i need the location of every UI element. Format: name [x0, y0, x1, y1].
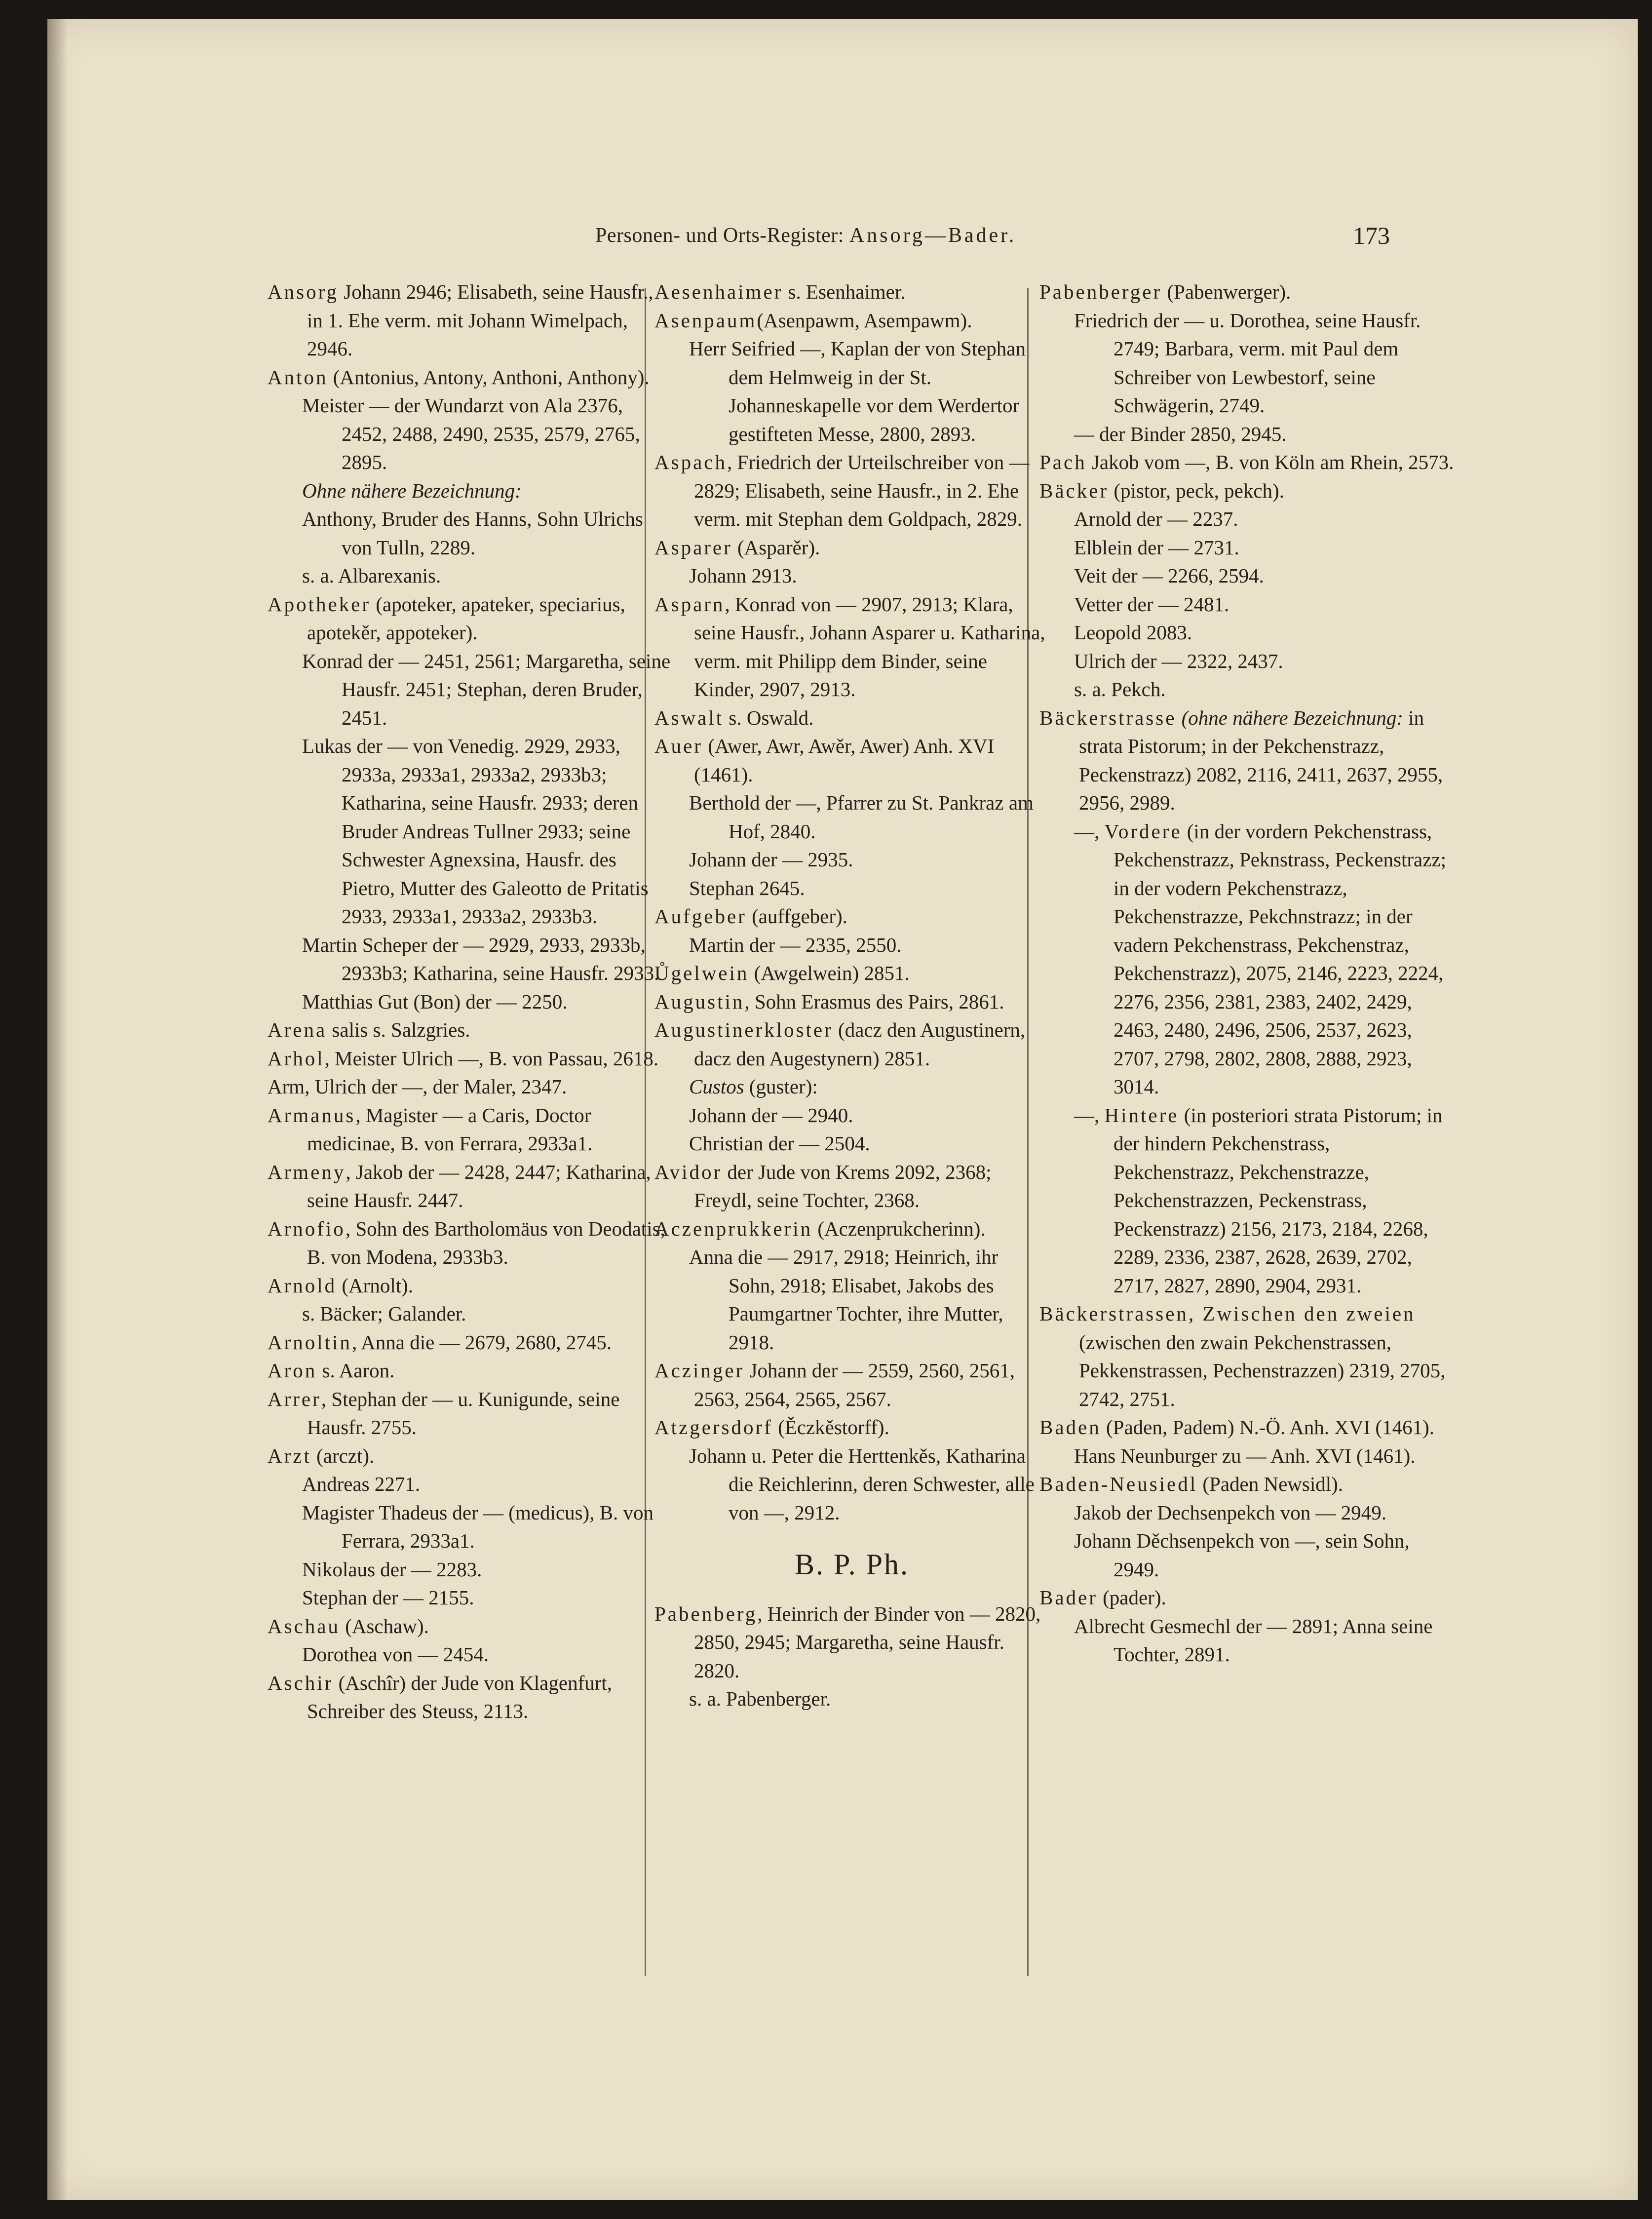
- register-subentry: [1039, 1499, 1454, 1527]
- entry-text: (pistor, peck, pekch).: [1109, 479, 1284, 502]
- entry-headword: Asenpaum: [654, 309, 757, 332]
- entry-headword: Baden: [1039, 1416, 1101, 1439]
- entry-text: Johann 2913.: [689, 564, 797, 587]
- entry-text: (Awgelwein) 2851.: [749, 962, 910, 984]
- register-entry: [268, 1272, 672, 1300]
- entry-text: Vetter der — 2481.: [1074, 592, 1229, 616]
- entry-text: (Asenpawm, Asempawm).: [757, 309, 972, 332]
- entry-headword: Pabenberger: [1039, 280, 1162, 303]
- register-column-1: [268, 278, 672, 1726]
- register-entry: [268, 1612, 672, 1641]
- register-page: [47, 19, 1638, 2200]
- header-title-range: Ansorg—Bader.: [849, 224, 1017, 247]
- register-subentry: [268, 1470, 672, 1499]
- entry-headword: Aspach: [654, 451, 727, 473]
- register-subentry: [654, 931, 1049, 960]
- register-subentry: [268, 1499, 672, 1556]
- entry-text: Veit der — 2266, 2594.: [1074, 564, 1264, 587]
- register-entry: [268, 1073, 672, 1101]
- entry-text: Martin Scheper der — 2929, 2933, 2933b, 2933b3; Katharina, seine Hausfr. 2933.: [302, 933, 659, 984]
- entry-headword: Arnold: [268, 1274, 337, 1297]
- entry-text: , Sohn des Bartholomäus von Deodatis, B. von Modena, 2933b3.: [307, 1217, 665, 1268]
- register-entry: [654, 902, 1049, 931]
- register-entry: [654, 704, 1049, 733]
- entry-text: Anthony, Bruder des Hanns, Sohn Ulrichs von Tulln, 2289.: [302, 507, 643, 559]
- entry-text: (Pabenwerger).: [1162, 280, 1291, 303]
- entry-headword: Arzt: [268, 1444, 311, 1467]
- entry-text: (Paden, Padem) N.-Ö. Anh. XVI (1461).: [1101, 1416, 1434, 1439]
- register-entry: [1039, 448, 1454, 477]
- entry-headword: Augustinerkloster: [654, 1018, 833, 1041]
- entry-headword: Aschir: [268, 1671, 334, 1694]
- entry-text: Meister — der Wundarzt von Ala 2376, 2452, 2488, 2490, 2535, 2579, 2765, 2895.: [302, 394, 640, 473]
- entry-text: (Aczenprukcherinn).: [812, 1217, 986, 1240]
- entry-text: (dacz den Augustinern, dacz den Augestynern) 2851.: [694, 1018, 1026, 1070]
- register-entry: [654, 1215, 1049, 1244]
- register-entry: [268, 278, 672, 363]
- entry-text: (Antonius, Antony, Anthoni, Anthony).: [328, 365, 650, 389]
- entry-headword: Armeny: [268, 1160, 346, 1183]
- register-subentry: [1039, 505, 1454, 534]
- register-entry: [654, 307, 1049, 335]
- register-subentry: [654, 1685, 1049, 1713]
- entry-text: , Jakob der — 2428, 2447; Katharina, seine Hausfr. 2447.: [307, 1160, 651, 1211]
- register-entry: [654, 959, 1049, 988]
- entry-text: Johann 2946; Elisabeth, seine Hausfr., in 1. Ehe verm. mit Johann Wimelpach, 2946.: [307, 280, 653, 360]
- register-entry: [268, 1045, 672, 1073]
- register-entry: [654, 534, 1049, 562]
- entry-text: s. Aaron.: [317, 1359, 395, 1382]
- entry-text: der Jude von Krems 2092, 2368; Freydl, seine Tochter, 2368.: [694, 1160, 992, 1211]
- entry-headword: Apotheker: [268, 592, 371, 616]
- entry-text: Matthias Gut (Bon) der — 2250.: [302, 990, 568, 1013]
- entry-text: Jakob der Dechsenpekch von — 2949.: [1074, 1501, 1387, 1524]
- entry-headword: Vordere: [1104, 819, 1182, 843]
- entry-text: Leopold 2083.: [1074, 621, 1192, 644]
- entry-text: (Arnolt).: [337, 1274, 414, 1297]
- entry-headword: Augustin: [654, 990, 745, 1013]
- register-entry: [1039, 477, 1454, 506]
- entry-text: Berthold der —, Pfarrer zu St. Pankraz am Hof, 2840.: [689, 791, 1034, 843]
- entry-text: s. a. Pekch.: [1074, 678, 1166, 701]
- entry-text: (in posteriori strata Pistorum; in der hindern Pekchenstrass, Pekchenstrazz, Pekchenstrazze, Pekchenstrazzen, Peckenstrass, Peckenstrazz) 2156, 2173, 2184, 2268, 2289, 2336, 2387, 2628, 2639, 2702, 2717, 2827, 2890, 2904, 2931.: [1114, 1103, 1443, 1297]
- entry-italic-text: Ohne nähere Bezeichnung:: [302, 479, 522, 502]
- register-subentry: [654, 789, 1049, 846]
- entry-text: (pader).: [1097, 1586, 1166, 1609]
- register-entry: [268, 1442, 672, 1471]
- entry-text: , Magister — a Caris, Doctor medicinae, B. von Ferrara, 2933a1.: [307, 1103, 593, 1155]
- entry-text: , Meister Ulrich —, B. von Passau, 2618.: [324, 1047, 659, 1070]
- entry-headword: Bäcker: [1039, 479, 1109, 502]
- entry-text: s. Bäcker; Galander.: [302, 1302, 466, 1325]
- register-subentry: [1039, 420, 1454, 449]
- register-entry: [1039, 1584, 1454, 1612]
- entry-headword: Arhol: [268, 1047, 325, 1070]
- register-subentry: [1039, 534, 1454, 562]
- entry-text: Herr Seifried —, Kaplan der von Stephan dem Helmweig in der St. Johanneskapelle vor dem Werdertor gestifteten Messe, 2800, 2893.: [689, 337, 1026, 445]
- register-entry: [654, 1158, 1049, 1215]
- entry-text: Andreas 2271.: [302, 1473, 421, 1495]
- entry-text: Johann der — 2559, 2560, 2561, 2563, 2564, 2565, 2567.: [694, 1359, 1015, 1410]
- register-entry: [1039, 278, 1454, 307]
- entry-headword: Aczinger: [654, 1359, 745, 1382]
- register-subentry: [1039, 307, 1454, 420]
- entry-text: Arnold der — 2237.: [1074, 507, 1238, 530]
- register-entry: [268, 1016, 672, 1045]
- entry-headword: Aswalt: [654, 706, 724, 729]
- register-subentry: [268, 988, 672, 1016]
- register-subentry: [654, 1243, 1049, 1357]
- register-subentry: [654, 335, 1049, 448]
- register-entry: [268, 590, 672, 647]
- register-entry: [268, 1215, 672, 1272]
- entry-text: Elblein der — 2731.: [1074, 536, 1239, 559]
- register-entry: [654, 590, 1049, 704]
- entry-headword: Asparer: [654, 536, 732, 559]
- entry-text: Johann der — 2935.: [689, 848, 853, 871]
- entry-text: Martin der — 2335, 2550.: [689, 933, 902, 956]
- register-entry: [1039, 1300, 1454, 1413]
- entry-headword: Aschau: [268, 1614, 340, 1637]
- register-subentry: [268, 1300, 672, 1328]
- register-subentry: [654, 1442, 1049, 1527]
- entry-text: (guster):: [744, 1075, 818, 1098]
- register-subentry: [654, 1073, 1049, 1101]
- register-entry: [654, 1357, 1049, 1413]
- register-subentry: [1039, 619, 1454, 647]
- register-subentry: [268, 1640, 672, 1669]
- entry-headword: Auer: [654, 735, 703, 757]
- entry-lead: —,: [1074, 819, 1105, 843]
- register-entry: [268, 1357, 672, 1385]
- register-entry: [654, 988, 1049, 1016]
- entry-text: Lukas der — von Venedig. 2929, 2933, 2933a, 2933a1, 2933a2, 2933b3; Katharina, seine Hausfr. 2933; deren Bruder Andreas Tullner 2933; seine Schwester Agnexsina, Hausfr. des Pietro, Mutter des Galeotto de Pritatis 2933, 2933a1, 2933a2, 2933b3.: [302, 735, 649, 928]
- entry-text: Konrad der — 2451, 2561; Margaretha, seine Hausfr. 2451; Stephan, deren Bruder, 2451.: [302, 649, 671, 729]
- entry-italic-text: (ohne nähere Bezeichnung:: [1176, 706, 1403, 729]
- register-column-3: [1039, 278, 1454, 1669]
- running-header: [595, 224, 1016, 247]
- page-spine-shadow: [47, 19, 67, 2200]
- entry-headword: Bader: [1039, 1586, 1098, 1609]
- register-subentry: [654, 1129, 1049, 1158]
- entry-text: (Aschîr) der Jude von Klagenfurt, Schreiber des Steuss, 2113.: [307, 1671, 613, 1722]
- register-subentry: [1039, 675, 1454, 704]
- entry-text: (in der vordern Pekchenstrass, Pekchenstrazz, Peknstrass, Peckenstrazz; in der vodern Pekchenstrazz, Pekchenstrazze, Pekchnstrazz; in der vadern Pekchenstrass, Pekchenstraz, Pekchenstrazz), 2075, 2146, 2223, 2224, 2276, 2356, 2381, 2383, 2402, 2429, 2463, 2480, 2496, 2506, 2537, 2623, 2707, 2798, 2802, 2808, 2888, 2923, 3014.: [1114, 819, 1446, 1098]
- register-entry: [268, 1328, 672, 1357]
- register-subentry: [1039, 1101, 1454, 1300]
- register-subentry: [268, 505, 672, 562]
- register-entry: [1039, 704, 1454, 818]
- entry-headword: Atzgersdorf: [654, 1416, 773, 1439]
- entry-text: Johann u. Peter die Herttenkěs, Katharina die Reichlerinn, deren Schwester, alle von —, 2912.: [689, 1444, 1035, 1524]
- entry-text: Johann Děchsenpekch von —, sein Sohn, 2949.: [1074, 1529, 1410, 1581]
- register-column-2: [654, 278, 1049, 1713]
- page-number: 173: [1353, 222, 1390, 249]
- entry-text: (Aschaw).: [340, 1614, 429, 1637]
- entry-text: — der Binder 2850, 2945.: [1074, 422, 1287, 445]
- entry-text: Ulrich der — 2322, 2437.: [1074, 649, 1283, 672]
- register-subentry: [654, 1101, 1049, 1130]
- entry-text: s. Esenhaimer.: [783, 280, 906, 303]
- register-entry: [654, 448, 1049, 534]
- entry-text: (Asparěr).: [732, 536, 820, 559]
- register-subentry: [268, 562, 672, 590]
- entry-text: Friedrich der — u. Dorothea, seine Hausfr. 2749; Barbara, verm. mit Paul dem Schreiber von Lewbestorf, seine Schwägerin, 2749.: [1074, 309, 1421, 417]
- register-subentry: [268, 732, 672, 931]
- entry-headword: Pabenberg: [654, 1602, 758, 1625]
- section-heading: B. P. Ph.: [794, 1548, 910, 1581]
- entry-headword: Bäckerstrassen, Zwischen den zweien: [1039, 1302, 1416, 1325]
- register-subentry: [654, 874, 1049, 903]
- entry-headword: Arrer: [268, 1387, 321, 1410]
- entry-text: (Paden Newsidl).: [1197, 1473, 1344, 1495]
- entry-headword: Pach: [1039, 451, 1087, 473]
- register-subentry: [1039, 1527, 1454, 1584]
- register-entry: [1039, 1413, 1454, 1442]
- register-entry: [268, 1385, 672, 1442]
- entry-italic-text: Custos: [689, 1075, 744, 1098]
- header-title-prefix: Personen- und Orts-Register:: [595, 224, 844, 247]
- entry-text: , Sohn Erasmus des Pairs, 2861.: [744, 990, 1004, 1013]
- entry-headword: Arena: [268, 1018, 327, 1041]
- entry-text: Jakob vom —, B. von Köln am Rhein, 2573.: [1086, 451, 1454, 473]
- entry-headword: Aczenprukkerin: [654, 1217, 813, 1240]
- entry-text: salis s. Salzgries.: [327, 1018, 470, 1041]
- register-subentry: [268, 1584, 672, 1612]
- entry-text: (auffgeber).: [746, 905, 847, 928]
- register-entry: [1039, 1470, 1454, 1499]
- entry-text: , Stephan der — u. Kunigunde, seine Hausfr. 2755.: [307, 1387, 620, 1439]
- entry-text: Arm, Ulrich der —, der Maler, 2347.: [268, 1075, 567, 1098]
- entry-text: Anna die — 2917, 2918; Heinrich, ihr Sohn, 2918; Elisabet, Jakobs des Paumgartner Tochter, ihre Mutter, 2918.: [689, 1246, 1003, 1354]
- entry-headword: Arnoltin: [268, 1330, 352, 1354]
- entry-text: (Awer, Awr, Awěr, Awer) Anh. XVI (1461).: [694, 735, 995, 786]
- entry-text: , Heinrich der Binder von — 2820, 2850, 2945; Margaretha, seine Hausfr. 2820.: [694, 1602, 1041, 1682]
- register-entry: [268, 1669, 672, 1726]
- register-entry: [268, 363, 672, 392]
- register-subentry: [1039, 1442, 1454, 1471]
- register-entry: [654, 1600, 1049, 1685]
- entry-headword: Baden-Neusiedl: [1039, 1473, 1198, 1495]
- register-subentry: [1039, 1612, 1454, 1669]
- entry-lead: —,: [1074, 1103, 1105, 1127]
- entry-headword: Aufgeber: [654, 905, 747, 928]
- entry-text: , Konrad von — 2907, 2913; Klara, seine Hausfr., Johann Asparer u. Katharina, verm. mit Philipp dem Binder, seine Kinder, 2907, 2913.: [694, 592, 1045, 701]
- entry-text: , Anna die — 2679, 2680, 2745.: [351, 1330, 612, 1354]
- entry-text: s. a. Pabenberger.: [689, 1687, 831, 1710]
- entry-headword: Aesenhaimer: [654, 280, 783, 303]
- entry-headword: Arnofio: [268, 1217, 346, 1240]
- register-entry: [654, 732, 1049, 789]
- entry-text: Christian der — 2504.: [689, 1132, 870, 1155]
- register-subentry: [1039, 562, 1454, 590]
- entry-text: s. a. Albarexanis.: [302, 564, 441, 587]
- entry-headword: Armanus: [268, 1103, 356, 1127]
- entry-headword: Ůgelwein: [654, 962, 749, 984]
- entry-headword: Aron: [268, 1359, 317, 1382]
- entry-text: Nikolaus der — 2283.: [302, 1557, 482, 1581]
- register-subentry: [268, 647, 672, 733]
- entry-text: Stephan der — 2155.: [302, 1586, 474, 1609]
- register-subentry: [268, 1556, 672, 1584]
- register-subentry: [654, 562, 1049, 590]
- entry-headword: Anton: [268, 365, 328, 389]
- register-subentry: [1039, 818, 1454, 1101]
- register-subentry: [268, 931, 672, 988]
- register-subentry: [268, 477, 672, 506]
- register-entry: [654, 1413, 1049, 1442]
- register-subentry: [654, 846, 1049, 874]
- entry-text: (arczt).: [311, 1444, 375, 1467]
- entry-headword: Asparn: [654, 592, 725, 616]
- entry-text: (Ěczkěstorff).: [772, 1416, 889, 1439]
- entry-text: , Friedrich der Urteilschreiber von — 2829; Elisabeth, seine Hausfr., in 2. Ehe verm. mit Stephan dem Goldpach, 2829.: [694, 451, 1030, 530]
- entry-text: Johann der — 2940.: [689, 1103, 853, 1127]
- entry-headword: Ansorg: [268, 280, 339, 303]
- entry-text: Stephan 2645.: [689, 876, 805, 899]
- entry-text: (zwischen den zwain Pekchenstrassen, Pekkenstrassen, Pechenstrazzen) 2319, 2705, 2742, 2751.: [1079, 1330, 1446, 1410]
- entry-text: Dorothea von — 2454.: [302, 1643, 489, 1666]
- entry-text: Hans Neunburger zu — Anh. XVI (1461).: [1074, 1444, 1416, 1467]
- register-entry: [654, 278, 1049, 307]
- entry-text: in strata Pistorum; in der Pekchenstrazz, Peckenstrazz) 2082, 2116, 2411, 2637, 2955, 2956, 2989.: [1079, 706, 1443, 814]
- register-entry: [268, 1158, 672, 1215]
- entry-headword: Bäckerstrasse: [1039, 706, 1177, 729]
- register-subentry: [1039, 590, 1454, 619]
- register-entry: [654, 1016, 1049, 1073]
- entry-headword: Avidor: [654, 1160, 723, 1183]
- register-entry: [268, 1101, 672, 1158]
- entry-text: s. Oswald.: [724, 706, 814, 729]
- register-subentry: [1039, 647, 1454, 676]
- entry-text: (apoteker, apateker, speciarius, apotekěr, appoteker).: [307, 592, 625, 644]
- entry-headword: Hintere: [1104, 1103, 1179, 1127]
- entry-text: Magister Thadeus der — (medicus), B. von Ferrara, 2933a1.: [302, 1501, 654, 1552]
- register-subentry: [268, 391, 672, 477]
- entry-text: Albrecht Gesmechl der — 2891; Anna seine Tochter, 2891.: [1074, 1614, 1433, 1666]
